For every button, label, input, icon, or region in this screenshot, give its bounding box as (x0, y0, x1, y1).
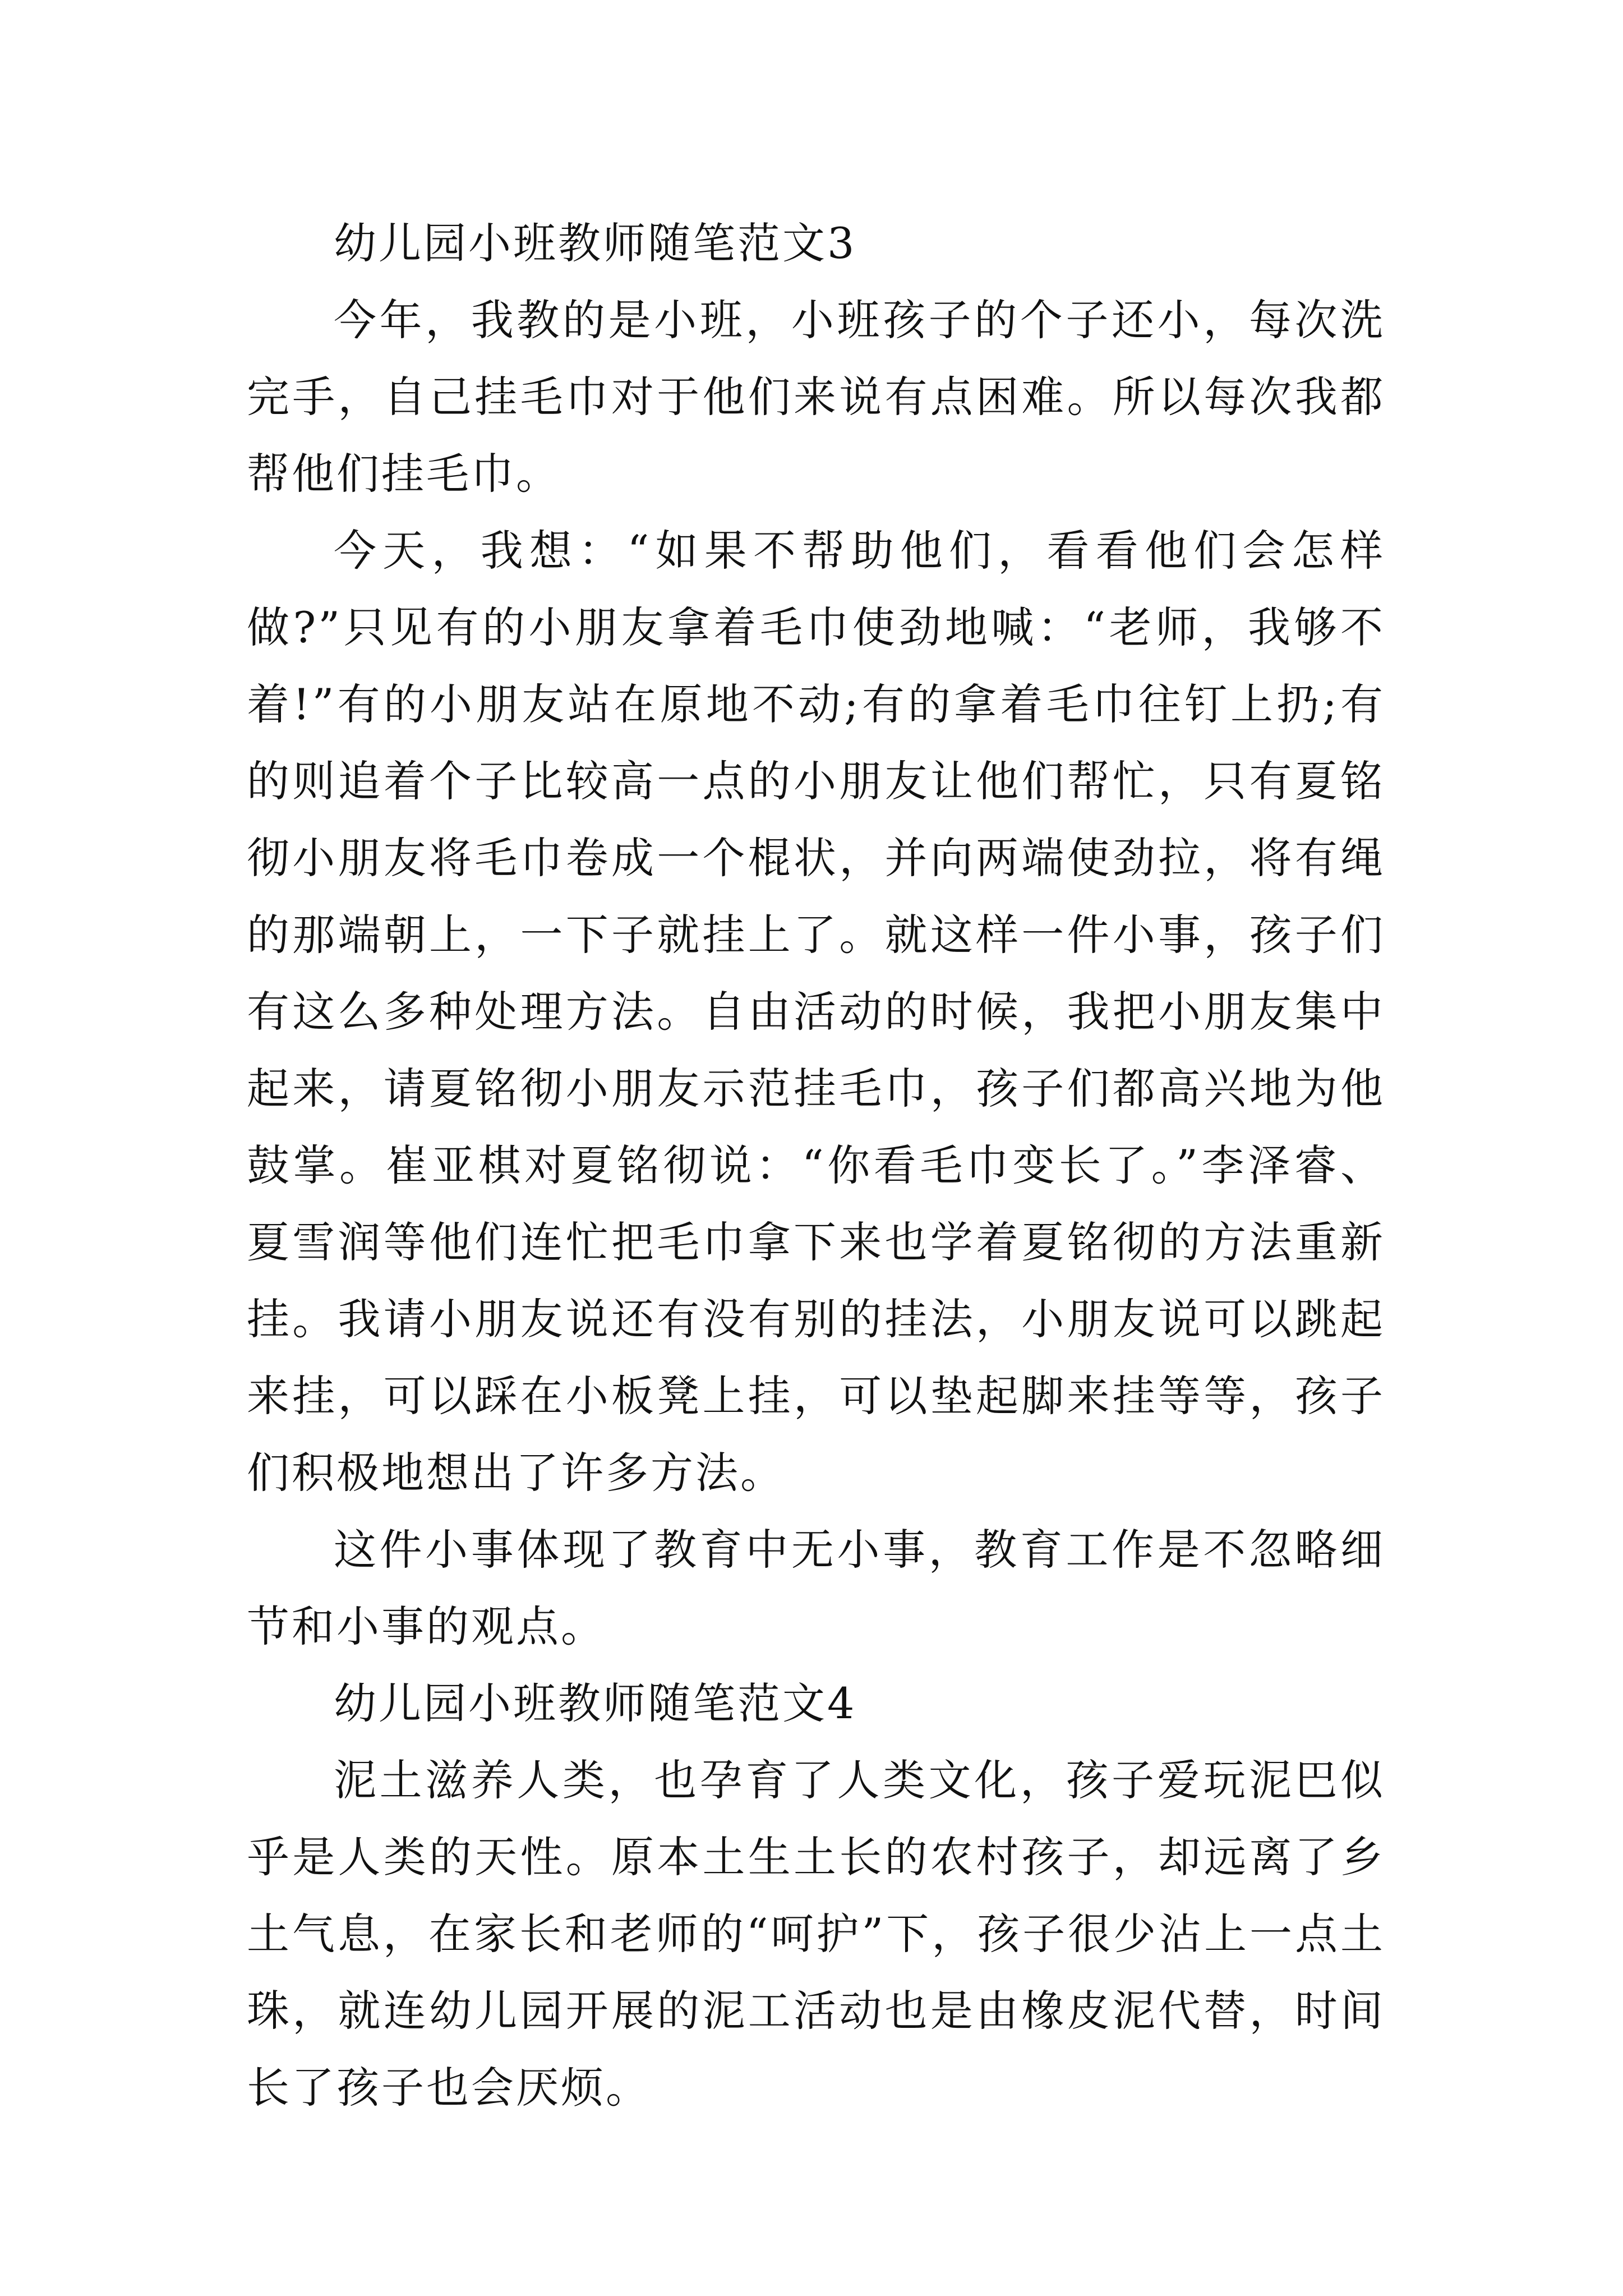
section-heading-4 (247, 1665, 1385, 1742)
paragraph-1 (247, 282, 1385, 512)
heading-text: 幼儿园小班教师随笔范文4 (334, 1678, 857, 1728)
paragraph-3 (247, 1511, 1385, 1665)
line: 方法。自由活动的时候，我把小朋友集中起来，请夏铭彻小 (247, 987, 1385, 1114)
document-body (247, 205, 1385, 2126)
paragraph-4 (247, 1742, 1385, 2126)
line: 彻说：“你看毛巾变长了。”李泽睿、夏雪润等他们连忙把毛 (247, 1140, 1385, 1267)
line: 只见有的小朋友拿着毛巾使劲地喊：“老师，我够不着!”有 (247, 602, 1385, 729)
line: 们挂毛巾。 (336, 449, 561, 499)
line: 有别的挂法，小朋友说可以跳起来挂，可以踩在小板凳上挂， (247, 1294, 1385, 1421)
line: 子也会厌烦。 (381, 2063, 651, 2113)
line: 个子比较高一点的小朋友让他们帮忙，只有夏铭彻小朋友将 (247, 756, 1385, 883)
line: 可以垫起脚来挂等等，孩子们积极地想出了许多方法。 (247, 1371, 1385, 1498)
line: 这件小事体现了教育中无小事，教育工作是不忽略细节 (247, 1525, 1385, 1651)
paragraph-2 (247, 512, 1385, 1511)
section-heading-3 (247, 205, 1385, 282)
line: 手，自己挂毛巾对于他们来说有点困难。所以每次我都帮他 (247, 372, 1385, 499)
line: 和小事的观点。 (292, 1602, 606, 1651)
line: 一下子就挂上了。就这样一件小事，孩子们有这么多种处理 (247, 910, 1385, 1037)
heading-text: 幼儿园小班教师随笔范文3 (334, 218, 857, 268)
line: 泥土滋养人类，也孕育了人类文化，孩子爱玩泥巴似乎 (247, 1755, 1385, 1882)
line: 息，在家长和老师的“呵护”下，孩子很少沾上一点土珠， (247, 1909, 1385, 2036)
line: 巾拿下来也学着夏铭彻的方法重新挂。我请小朋友说还有没 (247, 1217, 1385, 1344)
line: 毛巾卷成一个棍状，并向两端使劲拉，将有绳的那端朝上， (247, 833, 1385, 960)
line: 就连幼儿园开展的泥工活动也是由橡皮泥代替，时间长了孩 (247, 1986, 1385, 2113)
line: 是人类的天性。原本土生土长的农村孩子，却远离了乡土气 (247, 1832, 1385, 1959)
line: 今年，我教的是小班，小班孩子的个子还小，每次洗完 (247, 295, 1385, 422)
line: 的小朋友站在原地不动;有的拿着毛巾往钉上扔;有的则追着 (247, 679, 1385, 806)
line: 朋友示范挂毛巾，孩子们都高兴地为他鼓掌。崔亚棋对夏铭 (247, 1064, 1385, 1190)
line: 今天，我想：“如果不帮助他们，看看他们会怎样做?” (247, 526, 1385, 652)
